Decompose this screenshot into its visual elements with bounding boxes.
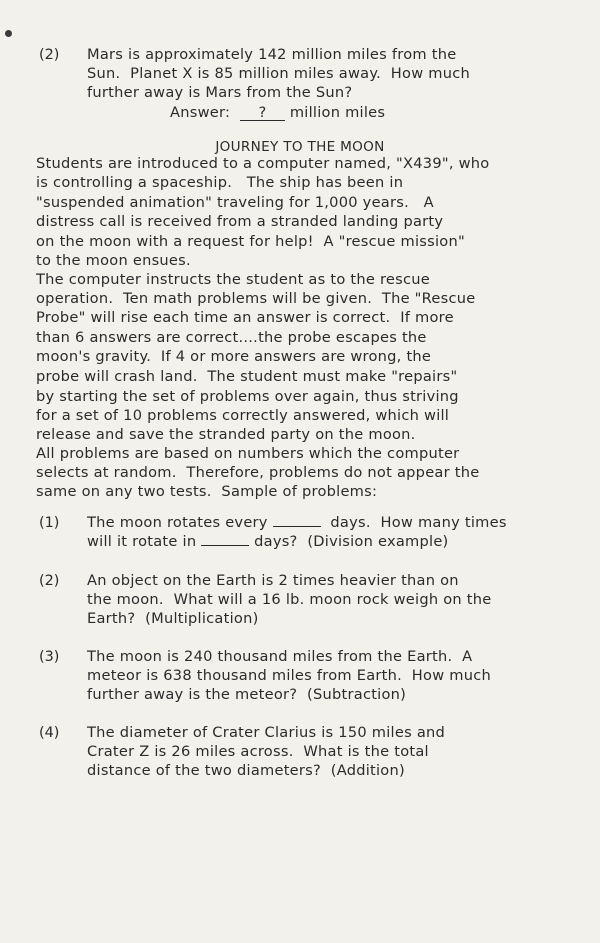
problem-number: (1) [39, 515, 60, 531]
answer-line [170, 104, 385, 122]
paragraph-line: "suspended animation" traveling for 1,000 years. A [36, 194, 434, 211]
top-problem-line: further away is Mars from the Sun? [87, 84, 353, 101]
paragraph-line: Students are introduced to a computer named, "X439", who [36, 155, 490, 172]
problem-number: (2) [39, 573, 60, 589]
top-problem-number: (2) [39, 47, 60, 63]
problem-text: will it rotate in [87, 533, 197, 550]
top-problem-line: Sun. Planet X is 85 million miles away. How much [87, 65, 471, 82]
problem-line: further away is the meteor? (Subtraction) [87, 686, 407, 703]
problem-text: days. How many times [330, 514, 507, 531]
problem-line: the moon. What will a 16 lb. moon rock weigh on the [87, 591, 492, 608]
answer-label: Answer: [170, 104, 231, 121]
problem-number: (4) [39, 725, 60, 741]
paragraph-line: by starting the set of problems over again, thus striving [36, 388, 459, 405]
paragraph-line: moon's gravity. If 4 or more answers are wrong, the [36, 348, 432, 365]
problem-number: (3) [39, 649, 60, 665]
paragraph-line: on the moon with a request for help! A "rescue mission" [36, 233, 465, 250]
paragraph-line: for a set of 10 problems correctly answered, which will [36, 407, 450, 424]
problem-text: days? (Division example) [254, 533, 449, 550]
problem-line: meteor is 638 thousand miles from Earth. How much [87, 667, 492, 684]
paragraph-line: release and save the stranded party on the moon. [36, 426, 416, 443]
answer-value: ? [240, 105, 285, 121]
fill-blank [273, 514, 321, 527]
paragraph-line: selects at random. Therefore, problems do not appear the [36, 464, 480, 481]
fill-blank [201, 533, 249, 546]
paragraph-line: is controlling a spaceship. The ship has been in [36, 174, 404, 191]
paragraph-line: The computer instructs the student as to the rescue [36, 271, 431, 288]
problem-text: The moon rotates every [87, 514, 268, 531]
problem-line: Earth? (Multiplication) [87, 610, 259, 627]
paragraph-line: All problems are based on numbers which the computer [36, 445, 460, 462]
paragraph-line: than 6 answers are correct....the probe escapes the [36, 329, 427, 346]
paragraph-line: probe will crash land. The student must make "repairs" [36, 368, 458, 385]
problem-line: An object on the Earth is 2 times heavier than on [87, 572, 459, 589]
paragraph-line: to the moon ensues. [36, 252, 191, 269]
paragraph-line: same on any two tests. Sample of problems: [36, 483, 378, 500]
paragraph-line: Probe" will rise each time an answer is correct. If more [36, 309, 454, 326]
problem-line [87, 514, 507, 532]
problem-line [87, 533, 449, 551]
paragraph-line: distress call is received from a stranded landing party [36, 213, 444, 230]
top-problem-line: Mars is approximately 142 million miles from the [87, 46, 457, 63]
paragraph-line: operation. Ten math problems will be given. The "Rescue [36, 290, 476, 307]
problem-line: Crater Z is 26 miles across. What is the total [87, 743, 429, 760]
punch-hole [5, 30, 12, 37]
problem-line: distance of the two diameters? (Addition) [87, 762, 405, 779]
answer-unit: million miles [289, 104, 386, 121]
problem-line: The diameter of Crater Clarius is 150 miles and [87, 724, 446, 741]
problem-line: The moon is 240 thousand miles from the Earth. A [87, 648, 473, 665]
section-title: JOURNEY TO THE MOON [215, 139, 385, 155]
